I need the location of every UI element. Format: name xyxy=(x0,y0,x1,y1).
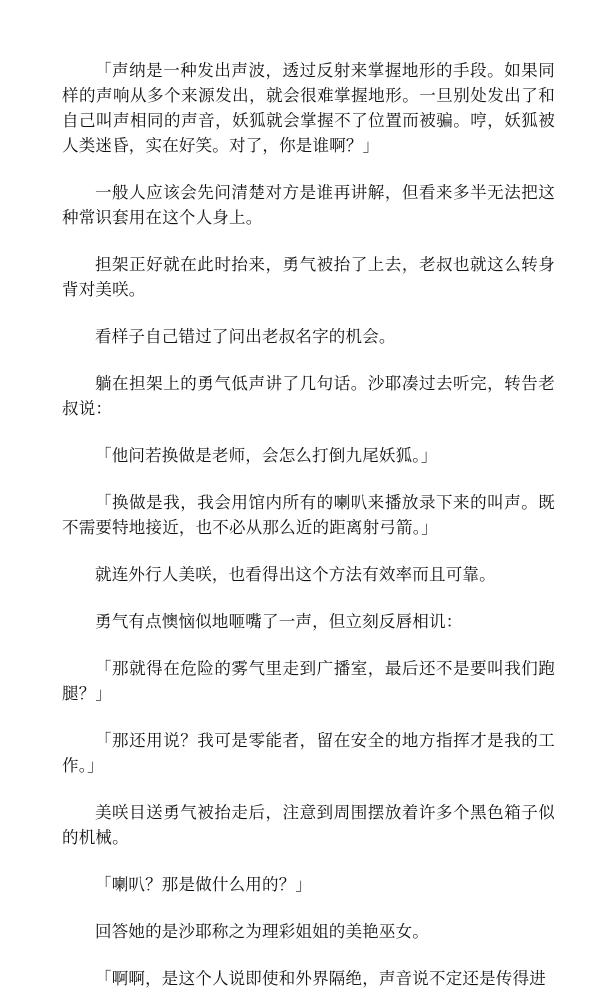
paragraph: 回答她的是沙耶称之为理彩姐姐的美艳巫女。 xyxy=(95,922,429,941)
paragraph: 一般人应该会先问清楚对方是谁再讲解，但看来多半无法把这种常识套用在这个人身上。 xyxy=(62,183,555,227)
paragraph: 美咲目送勇气被抬走后，注意到周围摆放着许多个黑色箱子似的机械。 xyxy=(62,803,555,847)
paragraph: 躺在担架上的勇气低声讲了几句话。沙耶凑过去听完，转告老叔说： xyxy=(62,374,555,418)
paragraph: 「他问若换做是老师，会怎么打倒九尾妖狐。」 xyxy=(95,446,438,465)
paragraph: 「那还用说？我可是零能者，留在安全的地方指挥才是我的工作。」 xyxy=(62,731,555,775)
paragraph: 就连外行人美咲，也看得出这个方法有效率而且可靠。 xyxy=(95,565,496,584)
paragraph: 「那就得在危险的雾气里走到广播室，最后还不是要叫我们跑腿？」 xyxy=(62,659,555,703)
paragraph: 勇气有点懊恼似地咂嘴了一声，但立刻反唇相讥： xyxy=(95,612,463,631)
paragraph: 「换做是我，我会用馆内所有的喇叭来播放录下来的叫声。既不需要特地接近，也不必从那么近的距离射弓箭。」 xyxy=(62,493,555,537)
paragraph: 看样子自己错过了问出老叔名字的机会。 xyxy=(95,327,396,346)
paragraph: 「声纳是一种发出声波，透过反射来掌握地形的手段。如果同样的声响从多个来源发出，就会很难掌握地形。一旦别处发出了和自己叫声相同的声音，妖狐就会掌握不了位置而被骗。哼，妖狐被人类迷昏，实在好笑。对了，你是谁啊？」 xyxy=(62,61,555,155)
paragraph: 担架正好就在此时抬来，勇气被抬了上去，老叔也就这么转身背对美咲。 xyxy=(62,255,555,299)
paragraph: 「喇叭？那是做什么用的？」 xyxy=(95,875,313,894)
paragraph: 「啊啊，是这个人说即使和外界隔绝，声音说不定还是传得进 xyxy=(95,969,546,988)
document-page xyxy=(62,58,555,991)
